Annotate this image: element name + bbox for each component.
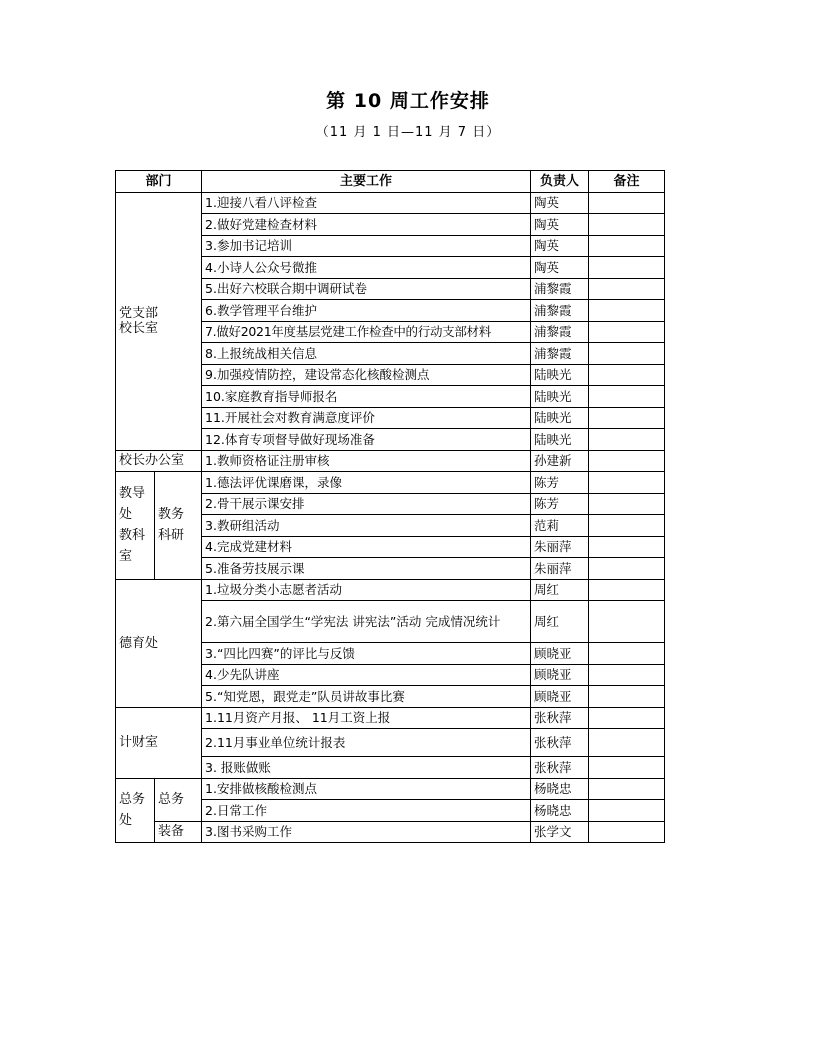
table-header-row xyxy=(116,171,665,193)
table-row xyxy=(116,192,665,214)
note-cell xyxy=(589,643,665,665)
task-cell: 4.完成党建材料 xyxy=(202,536,531,558)
note-cell xyxy=(589,729,665,757)
task-cell: 3.参加书记培训 xyxy=(202,235,531,257)
person-cell: 周红 xyxy=(531,601,589,643)
person-cell: 朱丽萍 xyxy=(531,558,589,580)
note-cell xyxy=(589,192,665,214)
task-cell: 11.开展社会对教育满意度评价 xyxy=(202,407,531,429)
note-cell xyxy=(589,757,665,779)
task-cell: 7.做好2021年度基层党建工作检查中的行动支部材料 xyxy=(202,321,531,343)
task-cell: 1.德法评优课磨课，录像 xyxy=(202,472,531,494)
person-cell: 顾晓亚 xyxy=(531,686,589,708)
task-cell: 2.11月事业单位统计报表 xyxy=(202,729,531,757)
task-cell: 8.上报统战相关信息 xyxy=(202,343,531,365)
task-cell: 9.加强疫情防控，建设常态化核酸检测点 xyxy=(202,364,531,386)
task-cell: 4.少先队讲座 xyxy=(202,664,531,686)
person-cell: 张秋萍 xyxy=(531,729,589,757)
person-cell: 浦黎霞 xyxy=(531,300,589,322)
note-cell xyxy=(589,235,665,257)
person-cell: 陈芳 xyxy=(531,493,589,515)
table-row xyxy=(116,778,665,800)
dept-xiaoban: 校长办公室 xyxy=(116,450,202,472)
person-cell: 陆映光 xyxy=(531,364,589,386)
person-cell: 陆映光 xyxy=(531,429,589,451)
task-cell: 5.准备劳技展示课 xyxy=(202,558,531,580)
task-cell: 1.垃圾分类小志愿者活动 xyxy=(202,579,531,601)
header-dept: 部门 xyxy=(116,171,202,193)
person-cell: 张秋萍 xyxy=(531,757,589,779)
task-cell: 2.日常工作 xyxy=(202,800,531,822)
task-cell: 5.出好六校联合期中调研试卷 xyxy=(202,278,531,300)
note-cell xyxy=(589,300,665,322)
person-cell: 陶英 xyxy=(531,257,589,279)
note-cell xyxy=(589,664,665,686)
note-cell xyxy=(589,429,665,451)
table-row xyxy=(116,472,665,494)
task-cell: 12.体育专项督导做好现场准备 xyxy=(202,429,531,451)
task-cell: 3.“四比四赛”的评比与反馈 xyxy=(202,643,531,665)
person-cell: 周红 xyxy=(531,579,589,601)
person-cell: 浦黎霞 xyxy=(531,343,589,365)
note-cell xyxy=(589,343,665,365)
note-cell xyxy=(589,707,665,729)
task-cell: 3.教研组活动 xyxy=(202,515,531,537)
task-cell: 1.安排做核酸检测点 xyxy=(202,778,531,800)
person-cell: 顾晓亚 xyxy=(531,643,589,665)
person-cell: 范莉 xyxy=(531,515,589,537)
person-cell: 陶英 xyxy=(531,235,589,257)
note-cell xyxy=(589,450,665,472)
task-cell: 2.骨干展示课安排 xyxy=(202,493,531,515)
task-cell: 3. 报账做账 xyxy=(202,757,531,779)
header-person: 负责人 xyxy=(531,171,589,193)
task-cell: 3.图书采购工作 xyxy=(202,821,531,843)
header-note: 备注 xyxy=(589,171,665,193)
note-cell xyxy=(589,686,665,708)
person-cell: 朱丽萍 xyxy=(531,536,589,558)
person-cell: 顾晓亚 xyxy=(531,664,589,686)
task-cell: 5.“知党恩，跟党走”队员讲故事比赛 xyxy=(202,686,531,708)
person-cell: 张学文 xyxy=(531,821,589,843)
person-cell: 陶英 xyxy=(531,214,589,236)
task-cell: 10.家庭教育指导师报名 xyxy=(202,386,531,408)
dept-jiaodao: 教导处 教科室 xyxy=(116,472,155,580)
note-cell xyxy=(589,778,665,800)
person-cell: 浦黎霞 xyxy=(531,278,589,300)
person-cell: 陆映光 xyxy=(531,386,589,408)
header-work: 主要工作 xyxy=(202,171,531,193)
dept-dangzhi: 党支部 校长室 xyxy=(116,192,202,450)
task-cell: 1.11月资产月报、 11月工资上报 xyxy=(202,707,531,729)
note-cell xyxy=(589,364,665,386)
table-row xyxy=(116,707,665,729)
note-cell xyxy=(589,214,665,236)
person-cell: 孙建新 xyxy=(531,450,589,472)
person-cell: 浦黎霞 xyxy=(531,321,589,343)
date-range: （11 月 1 日—11 月 7 日） xyxy=(315,125,501,140)
dept-zongwu: 总务 处 xyxy=(116,778,155,843)
task-cell: 1.教师资格证注册审核 xyxy=(202,450,531,472)
note-cell xyxy=(589,821,665,843)
dept-deyu: 德育处 xyxy=(116,579,202,707)
page-title: 第 10 周工作安排 xyxy=(326,90,490,112)
table-row xyxy=(116,450,665,472)
note-cell xyxy=(589,579,665,601)
person-cell: 张秋萍 xyxy=(531,707,589,729)
task-cell: 6.教学管理平台维护 xyxy=(202,300,531,322)
table-row xyxy=(116,821,665,843)
person-cell: 陶英 xyxy=(531,192,589,214)
note-cell xyxy=(589,515,665,537)
dept-zongwu-sub: 总务 xyxy=(155,778,202,821)
task-cell: 2.做好党建检查材料 xyxy=(202,214,531,236)
note-cell xyxy=(589,601,665,643)
note-cell xyxy=(589,386,665,408)
task-cell: 2.第六届全国学生“学宪法 讲宪法”活动 完成情况统计 xyxy=(202,601,531,643)
person-cell: 杨晓忠 xyxy=(531,800,589,822)
table-row xyxy=(116,579,665,601)
note-cell xyxy=(589,536,665,558)
person-cell: 陆映光 xyxy=(531,407,589,429)
note-cell xyxy=(589,493,665,515)
schedule-table xyxy=(115,170,665,843)
note-cell xyxy=(589,800,665,822)
note-cell xyxy=(589,558,665,580)
note-cell xyxy=(589,278,665,300)
task-cell: 1.迎接八看八评检查 xyxy=(202,192,531,214)
note-cell xyxy=(589,407,665,429)
note-cell xyxy=(589,257,665,279)
dept-jiaowu: 教务 科研 xyxy=(155,472,202,580)
person-cell: 杨晓忠 xyxy=(531,778,589,800)
note-cell xyxy=(589,321,665,343)
note-cell xyxy=(589,472,665,494)
dept-jicai: 计财室 xyxy=(116,707,202,778)
dept-zhuangbei: 装备 xyxy=(155,821,202,843)
task-cell: 4.小诗人公众号微推 xyxy=(202,257,531,279)
person-cell: 陈芳 xyxy=(531,472,589,494)
